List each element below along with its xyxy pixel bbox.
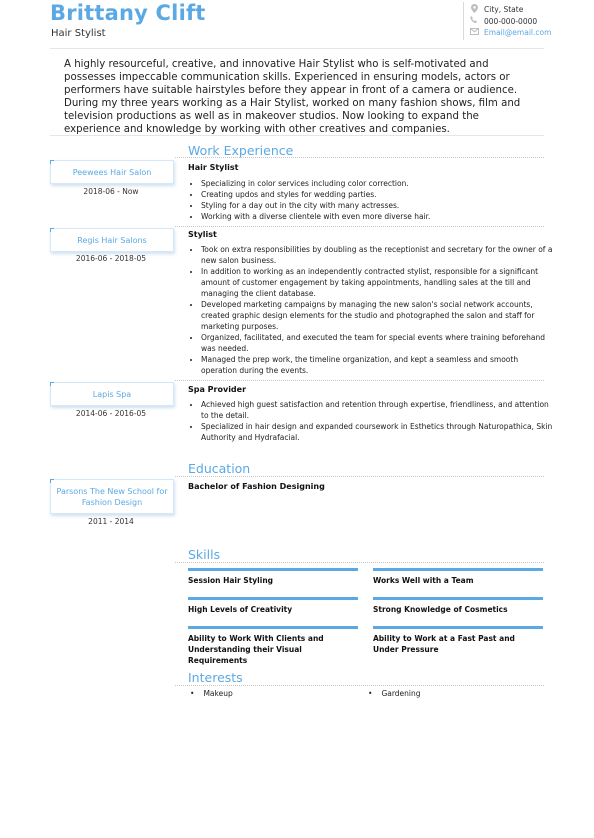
job-bullet: • Creating updos and styles for wedding parties.	[201, 189, 553, 200]
job-dates: 2016-06 - 2018-05	[75, 254, 147, 263]
job-divider	[175, 226, 544, 227]
job-title: Hair Stylist	[51, 28, 106, 39]
skill-item: Ability to Work With Clients and Understanding their Visual Requirements	[188, 626, 358, 666]
education-heading-rule	[175, 476, 544, 477]
skills-heading: Skills	[188, 547, 221, 562]
interest-item: • Gardening	[368, 689, 421, 698]
contact-email[interactable]	[470, 28, 551, 37]
job-bullet: • Achieved high guest satisfaction and retention through expertise, friendliness, and attention to the detail.	[201, 399, 553, 421]
skill-item: High Levels of Creativity	[188, 597, 358, 615]
degree-title: Bachelor of Fashion Designing	[188, 482, 325, 491]
job-bullets	[188, 178, 553, 222]
contact-phone	[470, 16, 537, 26]
job-bullet: • Took on extra responsibilities by doubling as the receptionist and secretary for the owner of a new salon business.	[201, 244, 553, 266]
interests-heading-rule	[175, 685, 544, 686]
location-text: City, State	[484, 5, 524, 14]
header-divider	[463, 2, 464, 40]
location-pin-icon	[470, 4, 478, 15]
education-dates: 2011 - 2014	[88, 517, 134, 526]
envelope-icon	[470, 28, 478, 37]
skill-item: Session Hair Styling	[188, 568, 358, 586]
job-bullet: • In addition to working as an independently contracted stylist, responsible for a significant amount of customer engagement by taking appointments, handling sales at the till and managing the client database.	[201, 266, 553, 299]
company-name: Regis Hair Salons	[77, 235, 147, 245]
work-experience-heading: Work Experience	[188, 143, 294, 158]
job-title-heading: Hair Stylist	[188, 163, 239, 172]
summary-rule	[50, 135, 544, 136]
school-card	[50, 479, 174, 514]
school-name: Parsons The New School for Fashion Design	[56, 486, 168, 507]
job-bullet: • Developed marketing campaigns by managing the new salon's social network accounts, created graphic design elements for the studio and photographed the salon and staff for marketing purposes.	[201, 299, 553, 332]
company-card-lapis	[50, 382, 174, 406]
skill-item: Strong Knowledge of Cosmetics	[373, 597, 543, 615]
job-bullets	[188, 244, 553, 376]
job-bullet: • Specialized in hair design and expanded coursework in Esthetics through Naturopathica, Skin Authority and Hydrafacial.	[201, 421, 553, 443]
job-bullets	[188, 399, 553, 443]
job-divider	[175, 380, 544, 381]
job-bullet: • Managed the prep work, the timeline organization, and kept a seamless and smooth operation during the events.	[201, 354, 553, 376]
interest-item: • Makeup	[190, 689, 233, 698]
skill-item: Works Well with a Team	[373, 568, 543, 586]
header-rule	[50, 48, 544, 49]
interests-heading: Interests	[188, 670, 243, 685]
education-heading: Education	[188, 461, 251, 476]
contact-location	[470, 4, 523, 15]
candidate-name: Brittany Clift	[50, 1, 206, 25]
job-dates: 2018-06 - Now	[83, 187, 139, 196]
phone-text: 000-000-0000	[484, 16, 538, 26]
company-name: Lapis Spa	[92, 389, 132, 399]
job-title-heading: Stylist	[188, 230, 217, 239]
job-dates: 2014-06 - 2016-05	[75, 409, 147, 418]
email-link[interactable]: Email@email.com	[484, 28, 552, 37]
job-bullet: • Organized, facilitated, and executed the team for special events where training beforehand was needed.	[201, 332, 553, 354]
job-bullet: • Specializing in color services including color correction.	[201, 178, 553, 189]
company-card-peewees	[50, 160, 174, 184]
job-title-heading: Spa Provider	[188, 385, 247, 394]
work-heading-rule	[175, 157, 544, 158]
summary-paragraph: A highly resourceful, creative, and innovative Hair Stylist who is self-motivated and possesses impeccable communication skills. Experienced in ensuring models, actors or performers have suitable hairstyles before they appear in front of a camera or audience. During my three years working as a Hair Stylist, worked on many fashion shows, film and television productions as well as in makeover studios. Now looking to expand the experience and knowledge by working with other creatives and companies.	[64, 59, 521, 136]
job-bullet: • Styling for a day out in the city with many actresses.	[201, 200, 553, 211]
company-name: Peewees Hair Salon	[72, 167, 152, 177]
skill-item: Ability to Work at a Fast Past and Under Pressure	[373, 626, 543, 655]
phone-icon	[470, 16, 478, 26]
company-card-regis	[50, 228, 174, 252]
skills-heading-rule	[175, 562, 544, 563]
job-bullet: • Working with a diverse clientele with even more diverse hair.	[201, 211, 553, 222]
